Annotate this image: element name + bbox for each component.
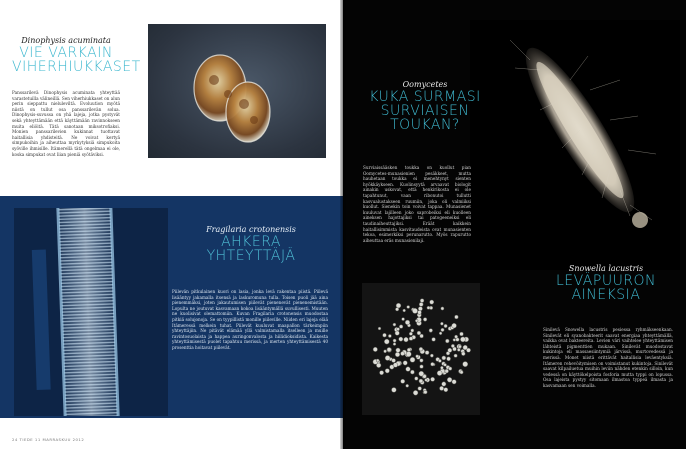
- oomycetes-headline-line-3: TOUKAN?: [390, 117, 460, 133]
- page-footer: 24 TIEDE 11 MARRASKUU 2012: [12, 437, 85, 442]
- dinophysis-photo: [148, 24, 326, 158]
- oomycetes-species-name: Oomycetes: [402, 80, 448, 89]
- dinophysis-species-name: Dinophysis acuminata: [21, 36, 111, 45]
- fragilaria-headline-line-1: AHKERA: [221, 234, 281, 250]
- fragilaria-photo: [14, 208, 168, 416]
- oomycetes-headline-line-1: KUKA SURMASI: [369, 89, 481, 105]
- snowella-headline-line-1: LEVÄPUURON: [555, 273, 657, 289]
- oomycetes-larva-photo: [470, 20, 680, 270]
- spread-gutter: [340, 0, 346, 449]
- oomycetes-heading: [360, 80, 490, 132]
- oomycetes-headline-line-2: SURVIAISEN: [380, 103, 470, 119]
- fragilaria-species-name: Fragilaria crotonensis: [206, 225, 296, 234]
- snowella-species-name: Snowella lacustris: [568, 264, 644, 273]
- snowella-headline-line-2: AINEKSIA: [571, 287, 641, 303]
- dinophysis-body-text: Panssarilevä Dinophysis acuminata yhteyttää varastetuilla välineillä. Sen viherhiukkaset on alun perin sieppattu nieluleviltä. Evoluution myötä niistä on tullut osa panssarilevän solua. Dinophysis-suvussa on yhä lajeja, jotka pystyvät sekä yhteyttämään että käyttämään ravinnokseen muita eliöitä. Tätä sanotaan miksotrofiaksi. Monien panssarilevien kukinnat tuottavat haitallisia yhdisteitä. Ne voivat kertyä simpukoihin ja aiheuttaa myrkytyksiä simpukoita syöville ihmisille. Itämerellä tätä ongelmaa ei ole, koska simpukat ovat liian pieniä syötäviksi.: [12, 90, 120, 157]
- oomycetes-body-text: Surviaissääsken toukka on kuollut pian Oomycetes-munasienien pesäkkeet, mutta hauhetaan toukka ei menehtynyt sienten hyökkäykseen. Kuolinsyytä arvaavat biologit ainakin uskovat, että henkirikosta ei ole tapahtunut, vaan ribonutoi tullutti kasvualustakseen ruumiin, joka oli valmiiksi kuollut. Sienekin toin voivat tappaa. Munasienet kuuluvat lajilleen joko saprobeiksi eli kuolleen aineksen hajottajiksi tai patogeeneiksi eli taudinaiheuttajiksi. Eräät kaikkein haitallisimmista kasvitaudeista ovat munasienten tekoa, esimerkiksi perunarutto. Myös rapurutto aiheuttaa eräs munasienilaji.: [363, 165, 471, 243]
- dinophysis-headline-line-2: VIHERHIUKKASET: [12, 59, 141, 75]
- snowella-heading: [541, 264, 671, 302]
- fragilaria-headline-line-2: YHTEYTTÄJÄ: [206, 248, 296, 264]
- dinophysis-headline-line-1: VIE VARKAIN: [19, 45, 113, 61]
- snowella-body-text: Sinilevä Snowella lacustris pesiessa ryhmäkseenkaan. Sinilevät eli syanobakteerit saavat energiaa yhteyttämällä, vaikka ovat bakteereita. Levien väri vaihtelee yhteyttämisen lähteistä pigmenttien mukaan. Sinilevät muodostavat kukintoja eli massaesiintymiä järvissä, murtovedessä ja merissä. Monet niistä erittävät haitallisia leväentyksiä. Itämeren rehevöitymisen on voimistanut kukintoja. Sinilevät saavat kilpailuetua muihin leviin nähden etenkin silloin, kun vedessä on käyttökelpoista fosforia mutta typpi on lopussa. Osa lajeista pystyy sitomaan ilmastoa typpeä ilmasta ja kasvamaan sen voimalla.: [543, 327, 673, 388]
- snowella-colony-photo: [362, 283, 480, 415]
- fragilaria-heading: [176, 225, 326, 263]
- fragilaria-body-text: Piilevän pitkulainen kuori on lasia, jonka levä rakentaa piistä. Piilevä lisääntyy jakamalla itsensä ja laskuromuna tulla. Toisen puoli jää aina pienemmäksi, joten jakautumisen piilevät pienenevät pienenemistään. Lopulta ne joutuvat kasvamaan kokoa lisääntymällä suvullisesti. Muuten ne kuolisivat olemattomiin. Kuvan Fragilaria crotonensis muodostaa pitkiä solujonoja. Se on tyypillistä monille piileville. Niiden eri lajeja elää Itämeressä melkein tuhat. Piilevät kuuluvat maapallon tärkeimpiin yhteyttäjiin. Ne pitävät elämää yllä valmistamalla itselleen ja muille ravintosuolaista ja happea auringonvalosta ja hiilidioksidista. Kaikesta yhteyttämisestä puolet tapahtuu merissä, ja merten yhteyttämisestä 40 prosenttia hoitavat piilevät.: [172, 289, 328, 350]
- dinophysis-heading: [12, 36, 141, 75]
